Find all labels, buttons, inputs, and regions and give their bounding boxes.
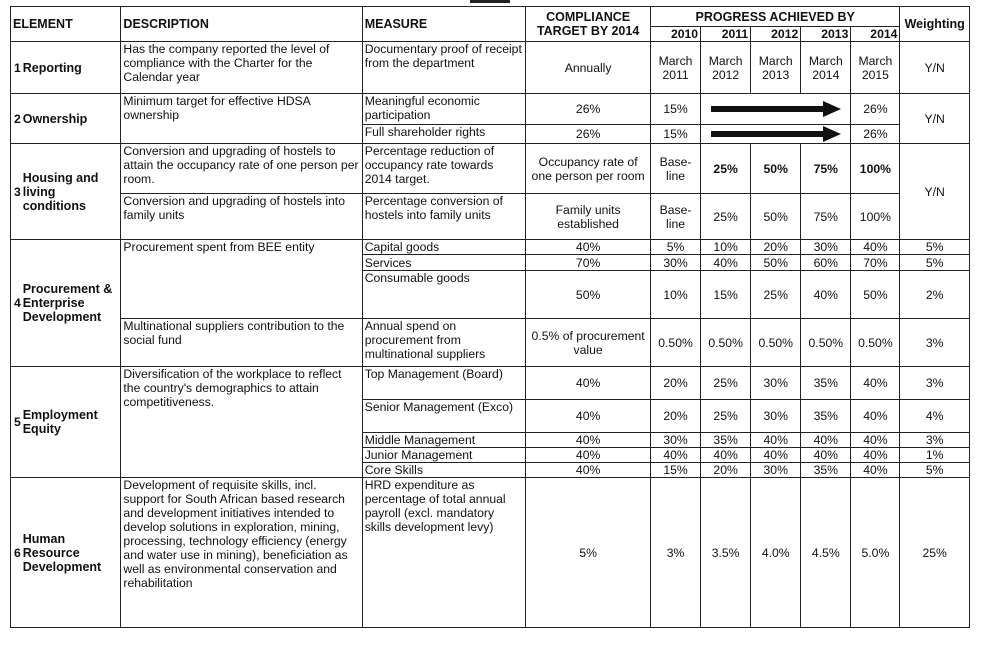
header-element: ELEMENT bbox=[11, 7, 121, 42]
right-arrow-icon bbox=[709, 101, 843, 117]
progress-cell: 4.5% bbox=[801, 478, 851, 628]
progress-arrow-cell bbox=[701, 125, 851, 144]
table-row bbox=[11, 240, 970, 255]
progress-cell: 0.50% bbox=[801, 319, 851, 367]
row-number: 4 bbox=[11, 240, 21, 367]
progress-cell: 40% bbox=[801, 271, 851, 319]
target-cell: 40% bbox=[526, 240, 651, 255]
progress-cell: 75% bbox=[801, 194, 851, 240]
measure-cell: Meaningful economic participation bbox=[362, 94, 526, 125]
progress-cell: 15% bbox=[650, 463, 700, 478]
progress-cell: 70% bbox=[851, 255, 900, 271]
progress-cell: 30% bbox=[751, 463, 801, 478]
header-measure: MEASURE bbox=[362, 7, 526, 42]
weighting-cell: 5% bbox=[900, 255, 970, 271]
target-cell: 26% bbox=[526, 125, 651, 144]
progress-cell: 40% bbox=[851, 448, 900, 463]
progress-cell: 15% bbox=[701, 271, 751, 319]
progress-cell: March 2012 bbox=[701, 42, 751, 94]
target-cell: 5% bbox=[526, 478, 651, 628]
progress-cell: 20% bbox=[650, 367, 700, 400]
weighting-cell: 3% bbox=[900, 319, 970, 367]
progress-cell: 4.0% bbox=[751, 478, 801, 628]
progress-arrow-cell bbox=[701, 94, 851, 125]
progress-cell: 40% bbox=[851, 367, 900, 400]
progress-cell: 50% bbox=[751, 255, 801, 271]
measure-cell: Full shareholder rights bbox=[362, 125, 526, 144]
target-cell: 0.5% of procurement value bbox=[526, 319, 651, 367]
page-edge-mark bbox=[470, 0, 510, 3]
progress-cell: 50% bbox=[751, 194, 801, 240]
progress-cell: 10% bbox=[650, 271, 700, 319]
measure-cell: Senior Management (Exco) bbox=[362, 400, 526, 433]
target-cell: 40% bbox=[526, 433, 651, 448]
measure-cell: Percentage reduction of occupancy rate towards 2014 target. bbox=[362, 144, 526, 194]
description-cell: Conversion and upgrading of hostels to attain the occupancy rate of one person per room. bbox=[121, 144, 362, 194]
progress-cell: 25% bbox=[701, 194, 751, 240]
target-cell: Family units established bbox=[526, 194, 651, 240]
progress-cell: 40% bbox=[751, 433, 801, 448]
measure-cell: Core Skills bbox=[362, 463, 526, 478]
header-compliance-target: COMPLIANCE TARGET BY 2014 bbox=[526, 7, 651, 42]
target-cell: Annually bbox=[526, 42, 651, 94]
target-cell: Occupancy rate of one person per room bbox=[526, 144, 651, 194]
table-row bbox=[11, 144, 970, 194]
progress-cell: 40% bbox=[851, 240, 900, 255]
progress-cell: 40% bbox=[751, 448, 801, 463]
weighting-cell: 1% bbox=[900, 448, 970, 463]
progress-cell: 40% bbox=[851, 463, 900, 478]
progress-cell: March 2014 bbox=[801, 42, 851, 94]
description-cell: Procurement spent from BEE entity bbox=[121, 240, 362, 319]
header-year: 2012 bbox=[751, 27, 801, 42]
progress-cell: 20% bbox=[650, 400, 700, 433]
mining-charter-scorecard-table bbox=[10, 6, 970, 628]
measure-cell: Documentary proof of receipt from the department bbox=[362, 42, 526, 94]
measure-cell: Services bbox=[362, 255, 526, 271]
row-number: 6 bbox=[11, 478, 21, 628]
progress-cell: 60% bbox=[801, 255, 851, 271]
description-cell: Has the company reported the level of compliance with the Charter for the Calendar year bbox=[121, 42, 362, 94]
weighting-cell: 3% bbox=[900, 367, 970, 400]
weighting-cell: 3% bbox=[900, 433, 970, 448]
target-cell: 40% bbox=[526, 400, 651, 433]
table-row bbox=[11, 194, 970, 240]
progress-cell: 30% bbox=[650, 255, 700, 271]
progress-cell: 25% bbox=[751, 271, 801, 319]
description-cell: Minimum target for effective HDSA ownership bbox=[121, 94, 362, 144]
progress-cell: 15% bbox=[650, 94, 700, 125]
progress-cell: 35% bbox=[801, 463, 851, 478]
table-row bbox=[11, 94, 970, 125]
progress-cell: 15% bbox=[650, 125, 700, 144]
measure-cell: Capital goods bbox=[362, 240, 526, 255]
table-row bbox=[11, 319, 970, 367]
progress-cell: 3.5% bbox=[701, 478, 751, 628]
progress-cell: 50% bbox=[851, 271, 900, 319]
progress-cell: 40% bbox=[701, 255, 751, 271]
progress-cell: 35% bbox=[801, 400, 851, 433]
header-description: DESCRIPTION bbox=[121, 7, 362, 42]
measure-cell: Junior Management bbox=[362, 448, 526, 463]
progress-cell: 100% bbox=[851, 194, 900, 240]
progress-cell: 5% bbox=[650, 240, 700, 255]
element-name: Procurement & Enterprise Development bbox=[21, 240, 121, 367]
element-name: Human Resource Development bbox=[21, 478, 121, 628]
progress-cell: 26% bbox=[851, 94, 900, 125]
progress-cell: 0.50% bbox=[650, 319, 700, 367]
target-cell: 40% bbox=[526, 463, 651, 478]
weighting-cell: 2% bbox=[900, 271, 970, 319]
progress-cell: 3% bbox=[650, 478, 700, 628]
progress-cell: 40% bbox=[650, 448, 700, 463]
description-cell: Development of requisite skills, incl. support for South African based research and development initiatives intended to develop solutions in exploration, mining, processing, technology efficiency (energy and water use in mining), beneficiation as well as environmental conservation and rehabilitation bbox=[121, 478, 362, 628]
weighting-cell: Y/N bbox=[900, 144, 970, 240]
weighting-cell: 4% bbox=[900, 400, 970, 433]
measure-cell: Percentage conversion of hostels into family units bbox=[362, 194, 526, 240]
weighting-cell: 25% bbox=[900, 478, 970, 628]
weighting-cell: Y/N bbox=[900, 42, 970, 94]
row-number: 1 bbox=[11, 42, 21, 94]
header-year: 2013 bbox=[801, 27, 851, 42]
progress-cell: March 2011 bbox=[650, 42, 700, 94]
progress-cell: 26% bbox=[851, 125, 900, 144]
progress-cell: March 2013 bbox=[751, 42, 801, 94]
element-name: Employment Equity bbox=[21, 367, 121, 478]
progress-cell: 40% bbox=[851, 433, 900, 448]
header-weighting: Weighting bbox=[900, 7, 970, 42]
progress-cell: 50% bbox=[751, 144, 801, 194]
target-cell: 40% bbox=[526, 448, 651, 463]
table-row bbox=[11, 478, 970, 628]
progress-cell: March 2015 bbox=[851, 42, 900, 94]
progress-cell: 30% bbox=[801, 240, 851, 255]
right-arrow-icon bbox=[709, 126, 843, 142]
progress-cell: 30% bbox=[751, 367, 801, 400]
progress-cell: 0.50% bbox=[751, 319, 801, 367]
header-year: 2011 bbox=[701, 27, 751, 42]
measure-cell: Top Management (Board) bbox=[362, 367, 526, 400]
element-name: Reporting bbox=[21, 42, 121, 94]
progress-cell: 30% bbox=[650, 433, 700, 448]
progress-cell: 10% bbox=[701, 240, 751, 255]
progress-cell: 5.0% bbox=[851, 478, 900, 628]
description-cell: Diversification of the workplace to reflect the country's demographics to attain competitiveness. bbox=[121, 367, 362, 478]
row-number: 2 bbox=[11, 94, 21, 144]
target-cell: 70% bbox=[526, 255, 651, 271]
measure-cell: Consumable goods bbox=[362, 271, 526, 319]
progress-cell: Base-line bbox=[650, 144, 700, 194]
progress-cell: 25% bbox=[701, 144, 751, 194]
progress-cell: 30% bbox=[751, 400, 801, 433]
progress-cell: 40% bbox=[851, 400, 900, 433]
row-number: 3 bbox=[11, 144, 21, 240]
progress-cell: 20% bbox=[701, 463, 751, 478]
header-year: 2014 bbox=[851, 27, 900, 42]
table-row bbox=[11, 42, 970, 94]
progress-cell: 35% bbox=[701, 433, 751, 448]
target-cell: 40% bbox=[526, 367, 651, 400]
header-year: 2010 bbox=[650, 27, 700, 42]
progress-cell: 0.50% bbox=[701, 319, 751, 367]
measure-cell: HRD expenditure as percentage of total annual payroll (excl. mandatory skills development levy) bbox=[362, 478, 526, 628]
measure-cell: Annual spend on procurement from multinational suppliers bbox=[362, 319, 526, 367]
progress-cell: Base-line bbox=[650, 194, 700, 240]
measure-cell: Middle Management bbox=[362, 433, 526, 448]
progress-cell: 100% bbox=[851, 144, 900, 194]
progress-cell: 40% bbox=[801, 448, 851, 463]
progress-cell: 40% bbox=[701, 448, 751, 463]
weighting-cell: Y/N bbox=[900, 94, 970, 144]
description-cell: Multinational suppliers contribution to the social fund bbox=[121, 319, 362, 367]
progress-cell: 40% bbox=[801, 433, 851, 448]
element-name: Ownership bbox=[21, 94, 121, 144]
description-cell: Conversion and upgrading of hostels into family units bbox=[121, 194, 362, 240]
progress-cell: 0.50% bbox=[851, 319, 900, 367]
element-name: Housing and living conditions bbox=[21, 144, 121, 240]
weighting-cell: 5% bbox=[900, 463, 970, 478]
weighting-cell: 5% bbox=[900, 240, 970, 255]
table-row bbox=[11, 367, 970, 400]
progress-cell: 20% bbox=[751, 240, 801, 255]
progress-cell: 35% bbox=[801, 367, 851, 400]
progress-cell: 25% bbox=[701, 367, 751, 400]
progress-cell: 75% bbox=[801, 144, 851, 194]
header-progress: PROGRESS ACHIEVED BY bbox=[650, 7, 899, 27]
target-cell: 26% bbox=[526, 94, 651, 125]
row-number: 5 bbox=[11, 367, 21, 478]
progress-cell: 25% bbox=[701, 400, 751, 433]
target-cell: 50% bbox=[526, 271, 651, 319]
